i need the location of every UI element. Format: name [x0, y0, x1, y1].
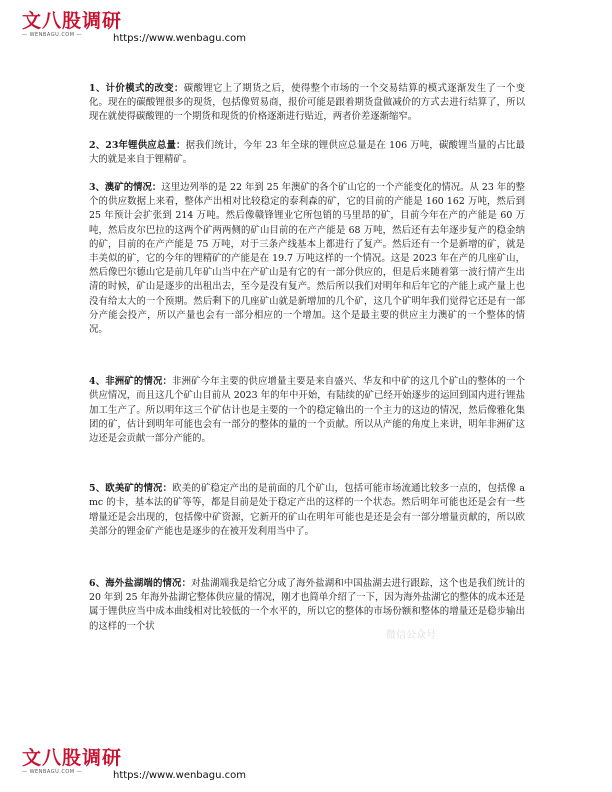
- paragraph-euro-america-mines: [89, 482, 525, 539]
- footer-logo-text: 文八股调研: [22, 747, 123, 769]
- paragraph-heading: 5、欧美矿的情况：: [89, 483, 173, 495]
- paragraph-heading: 2、23年锂供应总量：: [89, 139, 186, 151]
- paragraph-text: 据我们统计，今年 23 年全球的锂供应总量是在 106 万吨，碳酸锂当量的占比最大的就是来自于锂精矿。: [89, 139, 526, 165]
- footer-logo-subtitle: — WENBAGU.COM —: [22, 769, 83, 775]
- header-logo: [22, 10, 123, 39]
- paragraph-text: 非洲矿今年主要的供应增量主要是来自盛兴、华友和中矿的这几个矿山的整体的一个供应情况，而且这几个矿山目前从 2023 年的年中开始，有陆续的矿已经开始逐步的运回到国内进行锂盐加工生产了。所以明年这三个矿估计也是主要的一个的稳定输出的一个主力的这边的情况，然后像雅化集团的矿，估计到明年可能也会有一部分的整体的量的一个贡献。所以从产能的角度上来讲，明年非洲矿这边还是会贡献一部分产能的。: [89, 376, 525, 445]
- paragraph-heading: 4、非洲矿的情况：: [89, 376, 173, 388]
- footer-logo: [22, 747, 123, 776]
- paragraph-lithium-supply-total: [89, 139, 525, 167]
- paragraph-heading: 3、澳矿的情况：: [89, 182, 162, 194]
- paragraph-text: 对盐湖端我是给它分成了海外盐湖和中国盐湖去进行跟踪，这个也是我们统计的 20 年到 25 年海外盐湖它整体供应量的情况，刚才也简单介绍了一下，因为海外盐湖它的整体的成本还是属于锂供应当中成本曲线相对比较低的一个水平的，所以它的整体的市场份额和整体的增量还是稳步输出的这样的一个状: [89, 578, 525, 632]
- paragraph-overseas-salt-lakes: [89, 577, 525, 634]
- header-logo-text: 文八股调研: [22, 10, 123, 32]
- paragraph-text: 碳酸锂它上了期货之后，使得整个市场的一个交易结算的模式逐渐发生了一个变化。现在的碳酸锂很多的现货，包括像贸易商，报价可能是跟着期货盘做减价的方式去进行结算了，所以现在就使得碳酸锂的一个期货和现货的价格逐渐进行贴近，两者价差逐渐缩窄。: [89, 83, 525, 123]
- paragraph-text: 这里边列举的是 22 年到 25 年澳矿的各个矿山它的一个产能变化的情况。从 23 年的整个的供应数据上来看，整体产出相对比较稳定的泰利森的矿，它的目前的产能是 160 162 万吨，然后到 25 年预计会扩张到 214 万吨。然后像赣锋锂业它所包销的马里昂的矿，目前今年在产的产能是 60 万吨，然后皮尔巴拉的这两个矿两两侧的矿山目前的在产产能是 68 万吨，然后还有去年逐步复产的稳金纳的矿，目前的在产产能是 75 万吨，对于三条产线基本上都进行了复产。然后还有一个是新增的矿，就是丰美似的矿，它的今年的锂精矿的产能是在 19.7 万吨这样的一个情况。这是 2023 年在产的几座矿山，然后像巴尔德山它是前几年矿山当中在产矿山是有它的有一部分供应的，但是后来随着第一波行情产生出清的时候，矿山是逐步的出租出去，至今是没有复产。然后所以我们对明年和后年它的产能上或产量上也没有给太大的一个预期。然后剩下的几座矿山就是新增加的几个矿，这几个矿明年我们觉得它还是有一部分产能会投产，所以产量也会有一部分相应的一个增加。这个是最主要的供应主力澳矿的一个整体的情况。: [89, 182, 526, 336]
- paragraph-australia-mines: [89, 181, 525, 337]
- paragraph-heading: 6、海外盐湖端的情况：: [89, 578, 192, 590]
- watermark: 微信公众号: [386, 630, 436, 641]
- paragraph-africa-mines: [89, 375, 525, 446]
- header-logo-subtitle: — WENBAGU.COM —: [22, 32, 83, 38]
- document-body: [89, 82, 525, 634]
- header-url[interactable]: https://www.wenbagu.com: [113, 33, 247, 44]
- paragraph-pricing-model: [89, 82, 525, 125]
- footer-url[interactable]: https://www.wenbagu.com: [113, 770, 247, 781]
- paragraph-heading: 1、计价模式的改变：: [89, 83, 184, 94]
- paragraph-text: 欧美的矿稳定产出的是前面的几个矿山，包括可能市场流通比较多一点的，包括像 amc 的卡，基本法的矿等等，都是目前是处于稳定产出的这样的一个状态。然后明年可能也还是会有一些增量还是会出现的，包括像中矿资源，它新开的矿山在明年可能也是还是会有一部分增量贡献的，所以欧美部分的锂金矿产能也是逐步的在被开发利用当中了。: [89, 483, 525, 537]
